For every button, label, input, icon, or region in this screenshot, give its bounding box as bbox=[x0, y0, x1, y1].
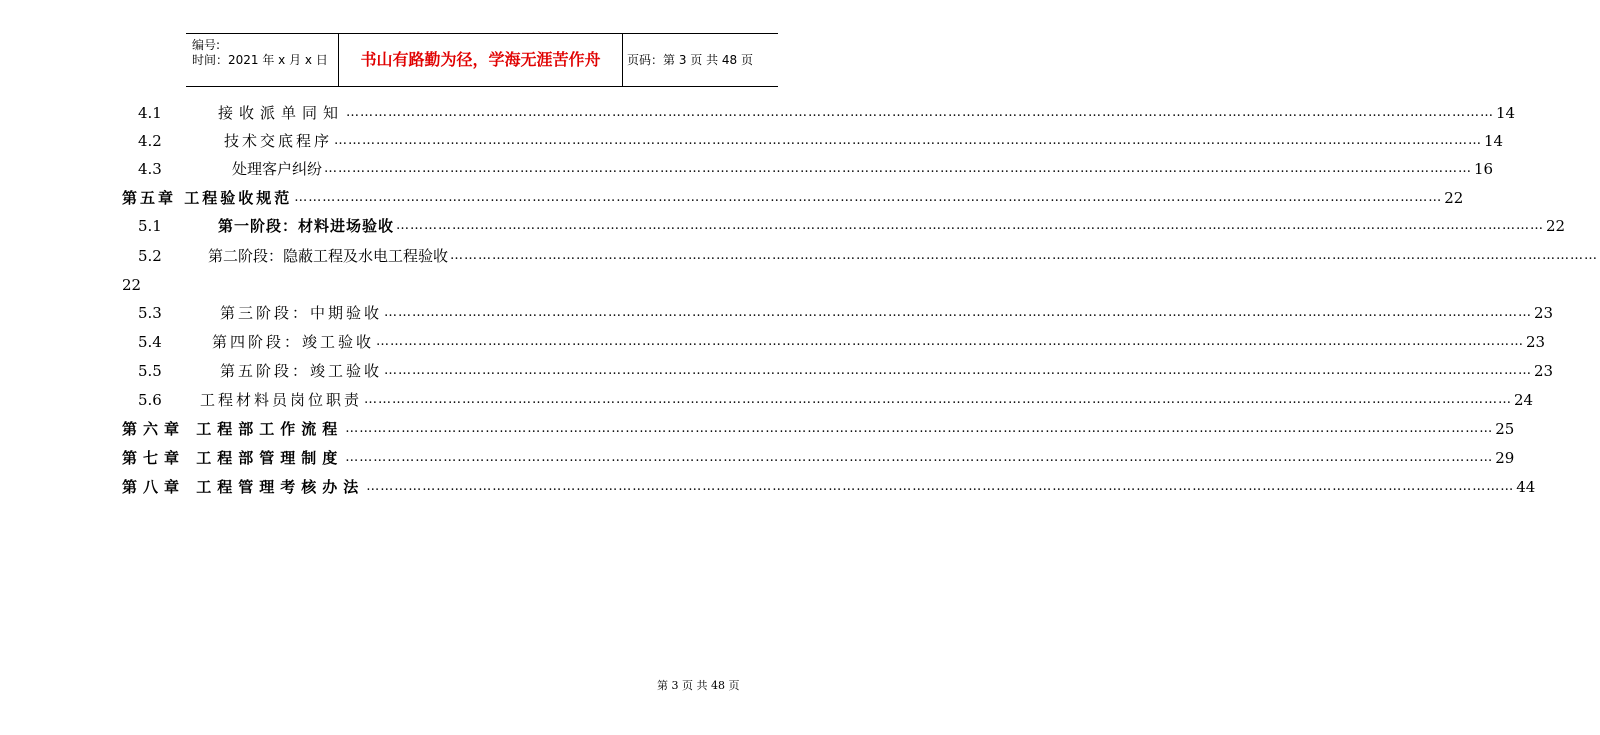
toc-entry-number: 5.2 bbox=[138, 247, 162, 265]
toc-chapter-title: 第七章 工程部管理制度 bbox=[122, 449, 344, 467]
toc-entry-5-3[interactable] bbox=[122, 302, 1554, 324]
toc-entry-title: 工程材料员岗位职责 bbox=[200, 391, 363, 409]
header-page-info: 页码：第 3 页 共 48 页 bbox=[627, 53, 753, 67]
toc-entry-number: 4.1 bbox=[138, 104, 162, 122]
toc-entry-page: 23 bbox=[1534, 304, 1554, 322]
toc-entry-4-3[interactable] bbox=[122, 158, 1494, 180]
toc-leader-dots: ………………………………………………………………………………………………………………………………………………………………………………………………………………………… bbox=[384, 363, 1533, 378]
toc-chapter-title: 第八章 工程管理考核办法 bbox=[122, 478, 365, 496]
page-footer: 第 3 页 共 48 页 bbox=[657, 679, 740, 692]
toc-entry-page: 14 bbox=[1496, 104, 1516, 122]
toc-entry-page: 25 bbox=[1495, 420, 1515, 438]
toc-entry-title: 第五阶段：竣工验收 bbox=[220, 362, 383, 380]
toc-chapter-6[interactable] bbox=[122, 418, 1515, 440]
date-label: 时间：2021 年 x 月 x 日 bbox=[192, 53, 328, 67]
toc-entry-page: 16 bbox=[1474, 160, 1494, 178]
toc-entry-5-5[interactable] bbox=[122, 360, 1554, 382]
toc-entry-page: 22 bbox=[1444, 189, 1464, 207]
toc-entry-number: 5.3 bbox=[138, 304, 162, 322]
toc-entry-number: 4.2 bbox=[138, 132, 162, 150]
toc-entry-5-1[interactable] bbox=[122, 215, 1566, 237]
toc-leader-dots: ………………………………………………………………………………………………………………………………………………………………………………………………………………………… bbox=[364, 392, 1513, 407]
toc-leader-dots: ………………………………………………………………………………………………………………………………………………………………………………………………………………………… bbox=[294, 190, 1443, 205]
toc-leader-dots: ………………………………………………………………………………………………………………………………………………………………………………………………………………………… bbox=[324, 161, 1473, 176]
toc-entry-page: 14 bbox=[1484, 132, 1504, 150]
toc-leader-dots: ………………………………………………………………………………………………………………………………………………………………………………………………………………………… bbox=[334, 133, 1483, 148]
toc-leader-dots: ………………………………………………………………………………………………………………………………………………………………………………………………………………………… bbox=[345, 421, 1494, 436]
toc-entry-page: 44 bbox=[1516, 478, 1536, 496]
toc-chapter-title: 第六章 工程部工作流程 bbox=[122, 420, 344, 438]
toc-leader-dots: ………………………………………………………………………………………………………………………………………………………………………………………………………………………… bbox=[345, 450, 1494, 465]
toc-entry-page: 23 bbox=[1534, 362, 1554, 380]
toc-entry-page: 23 bbox=[1526, 333, 1546, 351]
toc-leader-dots: ………………………………………………………………………………………………………………………………………………………………………………………………………………………… bbox=[366, 479, 1515, 494]
toc-entry-page-wrapped: 22 bbox=[122, 276, 142, 294]
toc-entry-title: 处理客户纠纷 bbox=[232, 160, 323, 178]
toc-entry-number: 5.5 bbox=[138, 362, 162, 380]
toc-leader-dots: ………………………………………………………………………………………………………………………………………………………………………………………………………………………… bbox=[396, 218, 1545, 233]
toc-entry-page: 24 bbox=[1514, 391, 1534, 409]
toc-entry-page: 22 bbox=[1546, 217, 1566, 235]
toc-entry-page: 29 bbox=[1495, 449, 1515, 467]
toc-entry-number: 4.3 bbox=[138, 160, 162, 178]
toc-chapter-5[interactable] bbox=[122, 187, 1464, 209]
toc-entry-4-1[interactable] bbox=[122, 102, 1516, 124]
toc-entry-title: 接收派单同知 bbox=[218, 104, 345, 122]
toc-entry-number: 5.6 bbox=[138, 391, 162, 409]
toc-chapter-8[interactable] bbox=[122, 476, 1536, 498]
header-motto: 书山有路勤为径，学海无涯苦作舟 bbox=[338, 34, 623, 86]
toc-entry-title: 第一阶段：材料进场验收 bbox=[218, 217, 395, 235]
toc-chapter-7[interactable] bbox=[122, 447, 1515, 469]
toc-entry-title: 技术交底程序 bbox=[224, 132, 333, 150]
toc-entry-5-6[interactable] bbox=[122, 389, 1534, 411]
toc-entry-4-2[interactable] bbox=[122, 130, 1504, 152]
toc-entry-5-4[interactable] bbox=[122, 331, 1546, 353]
toc-entry-number: 5.4 bbox=[138, 333, 162, 351]
toc-leader-dots: ………………………………………………………………………………………………………………………………………………………………………………………………………………………… bbox=[376, 334, 1525, 349]
toc-entry-title: 第二阶段：隐蔽工程及水电工程验收 bbox=[208, 247, 449, 265]
toc-entry-5-2[interactable] bbox=[122, 245, 1599, 267]
toc-entry-title: 第四阶段：竣工验收 bbox=[212, 333, 375, 351]
toc-entry-number: 5.1 bbox=[138, 217, 162, 235]
toc-chapter-title: 第五章 工程验收规范 bbox=[122, 189, 293, 207]
toc-entry-title: 第三阶段：中期验收 bbox=[220, 304, 383, 322]
toc-leader-dots: ………………………………………………………………………………………………………………………………………………………………………………………………………………………… bbox=[346, 105, 1495, 120]
serial-label: 编号: bbox=[192, 38, 221, 52]
toc-leader-dots: ………………………………………………………………………………………………………………………………………………………………………………………………………………………… bbox=[384, 305, 1533, 320]
toc-leader-dots: ………………………………………………………………………………………………………………………………………………………………………………………………………………………… bbox=[450, 248, 1599, 263]
